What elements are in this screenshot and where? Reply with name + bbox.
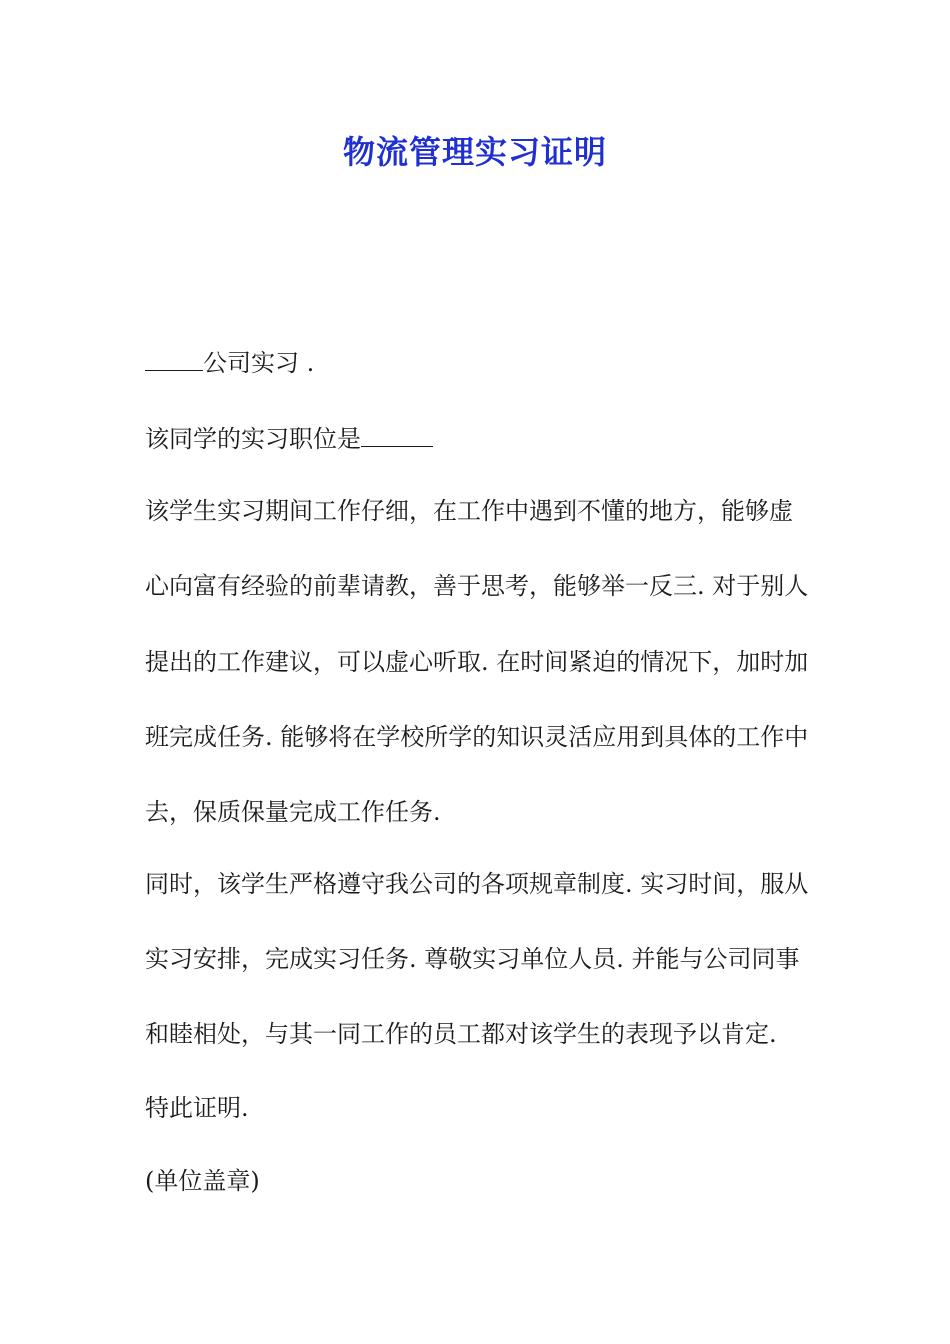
paragraph-2-line: 实习安排，完成实习任务. 尊敬实习单位人员. 并能与公司同事 <box>145 945 800 973</box>
position-blank <box>361 420 433 447</box>
paragraph-1-line: 班完成任务. 能够将在学校所学的知识灵活应用到具体的工作中 <box>145 723 809 751</box>
paragraph-2-line: 和睦相处，与其一同工作的员工都对该学生的表现予以肯定. <box>145 1020 777 1048</box>
company-name-blank <box>145 344 203 371</box>
company-line-text: 公司实习 . <box>203 349 315 377</box>
paragraph-2-line: 同时，该学生严格遵守我公司的各项规章制度. 实习时间，服从 <box>145 870 809 898</box>
company-line <box>145 344 810 380</box>
seal-text: (单位盖章) <box>145 1167 260 1195</box>
closing-text: 特此证明. <box>145 1094 249 1122</box>
document-title: 物流管理实习证明 <box>342 133 607 171</box>
paragraph-1-line: 该学生实习期间工作仔细，在工作中遇到不懂的地方，能够虚 <box>145 497 793 525</box>
position-line-text: 该同学的实习职位是 <box>145 425 361 453</box>
position-line <box>145 420 810 456</box>
paragraph-1-line: 提出的工作建议，可以虚心听取. 在时间紧迫的情况下，加时加 <box>145 648 809 676</box>
paragraph-1-line: 心向富有经验的前辈请教，善于思考，能够举一反三. 对于别人 <box>145 572 809 600</box>
paragraph-1-line: 去，保质保量完成工作任务. <box>145 798 441 826</box>
